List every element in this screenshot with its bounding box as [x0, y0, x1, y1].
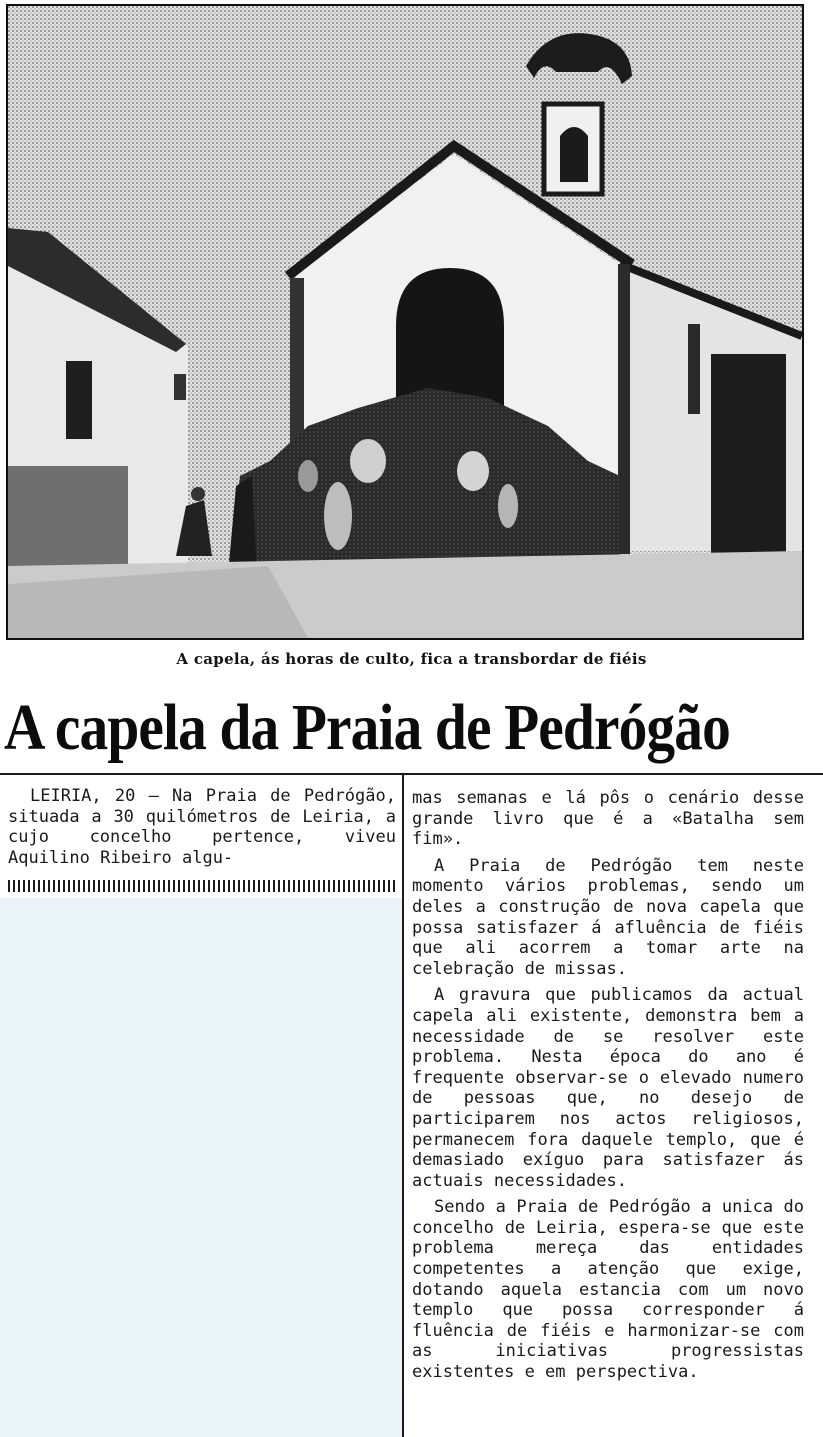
headline: A capela da Praia de Pedrógão: [4, 691, 730, 764]
photo-caption: A capela, ás horas de culto, fica a transbordar de fiéis: [176, 650, 647, 668]
column-end-rule: [8, 880, 396, 892]
paragraph: Sendo a Praia de Pedrógão a unica do concelho de Leiria, espera-se que este problema mereça das entidades competentes a atenção que exige, dotando aquela estancia com um novo templo que possa corresponder á fluência de fiéis e harmonizar-se com as iniciativas progressistas existentes e em perspectiva.: [412, 1197, 804, 1383]
paragraph: mas semanas e lá pôs o cenário desse grande livro que é a «Batalha sem fim».: [412, 788, 804, 850]
left-column: [8, 786, 396, 874]
paragraph: LEIRIA, 20 — Na Praia de Pedrógão, situada a 30 quilómetros de Leiria, a cujo concelho pertence, viveu Aquilino Ribeiro algu-: [8, 786, 396, 868]
column-divider: [402, 775, 404, 1437]
paragraph: A Praia de Pedrógão tem neste momento vários problemas, sendo um deles a construção de nova capela que possa satisfazer á afluência de fiéis que ali acorrem a tomar arte na celebração de missas.: [412, 855, 804, 979]
paragraph: A gravura que publicamos da actual capela ali existente, demonstra bem a necessidade de se resolver este problema. Nesta época do ano é frequente observar-se o elevado numero de pessoas que, no desejo de participarem nos actos religiosos, permanecem fora daquele templo, que é demasiado exíguo para satisfazer ás actuais necessidades.: [412, 985, 804, 1191]
right-column: [412, 788, 804, 1389]
chapel-photo: [6, 4, 804, 640]
header-rule: [0, 773, 823, 775]
blank-area: [0, 898, 402, 1437]
